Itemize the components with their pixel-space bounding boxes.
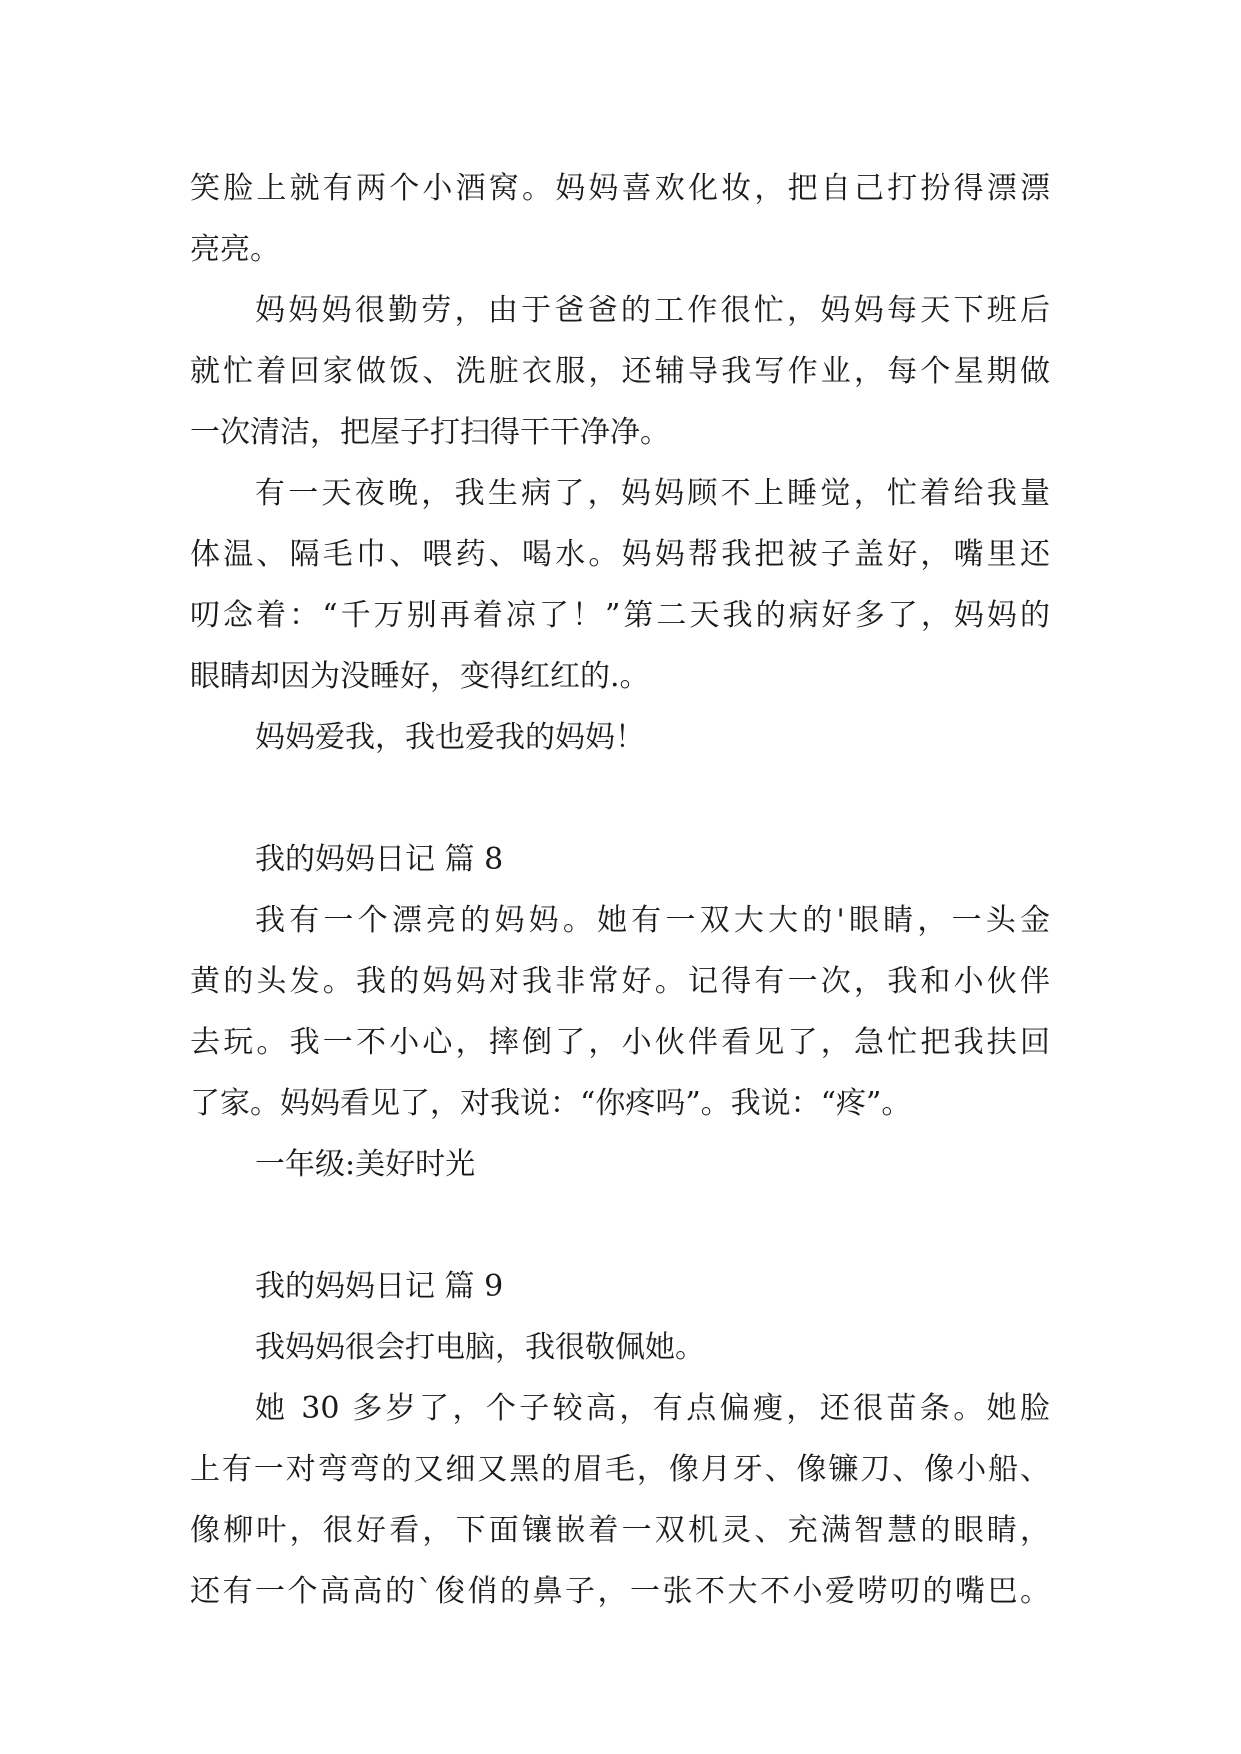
- text-line: 黄的头发。我的妈妈对我非常好。记得有一次，我和小伙伴: [190, 964, 1050, 999]
- section-heading: 我的妈妈日记 篇 9: [255, 1269, 504, 1304]
- text-line: 去玩。我一不小心，摔倒了，小伙伴看见了，急忙把我扶回: [190, 1025, 1050, 1060]
- paragraph-first-line: 妈妈妈很勤劳，由于爸爸的工作很忙，妈妈每天下班后: [255, 293, 1050, 328]
- text-line: 一次清洁，把屋子打扫得干干净净。: [190, 415, 670, 450]
- paragraph-first-line: 有一天夜晚，我生病了，妈妈顾不上睡觉，忙着给我量: [255, 476, 1050, 511]
- text-line: 笑脸上就有两个小酒窝。妈妈喜欢化妆，把自己打扮得漂漂: [190, 171, 1050, 206]
- paragraph-first-line: 她 30 多岁了，个子较高，有点偏瘦，还很苗条。她脸: [255, 1391, 1050, 1426]
- paragraph-first-line: 一年级:美好时光: [255, 1147, 476, 1182]
- section-heading: 我的妈妈日记 篇 8: [255, 842, 504, 877]
- text-line: 体温、隔毛巾、喂药、喝水。妈妈帮我把被子盖好，嘴里还: [190, 537, 1050, 572]
- text-line: 叨念着：“千万别再着凉了！”第二天我的病好多了，妈妈的: [190, 598, 1050, 633]
- text-line: 还有一个高高的`俊俏的鼻子，一张不大不小爱唠叨的嘴巴。: [190, 1574, 1050, 1609]
- text-line: 就忙着回家做饭、洗脏衣服，还辅导我写作业，每个星期做: [190, 354, 1050, 389]
- text-line: 了家。妈妈看见了，对我说：“你疼吗”。我说：“疼”。: [190, 1086, 912, 1121]
- section-spacer: [190, 1195, 1050, 1256]
- text-line: 眼睛却因为没睡好，变得红红的.。: [190, 659, 650, 694]
- text-line: 像柳叶，很好看，下面镶嵌着一双机灵、充满智慧的眼睛，: [190, 1513, 1050, 1548]
- text-line: 上有一对弯弯的又细又黑的眉毛，像月牙、像镰刀、像小船、: [190, 1452, 1050, 1487]
- paragraph-first-line: 我妈妈很会打电脑，我很敬佩她。: [255, 1330, 705, 1365]
- paragraph-first-line: 妈妈爱我，我也爱我的妈妈！: [255, 720, 645, 755]
- document-page: [190, 158, 1050, 1622]
- paragraph-first-line: 我有一个漂亮的妈妈。她有一双大大的'眼睛，一头金: [255, 903, 1050, 938]
- section-spacer: [190, 768, 1050, 829]
- text-line: 亮亮。: [190, 232, 280, 267]
